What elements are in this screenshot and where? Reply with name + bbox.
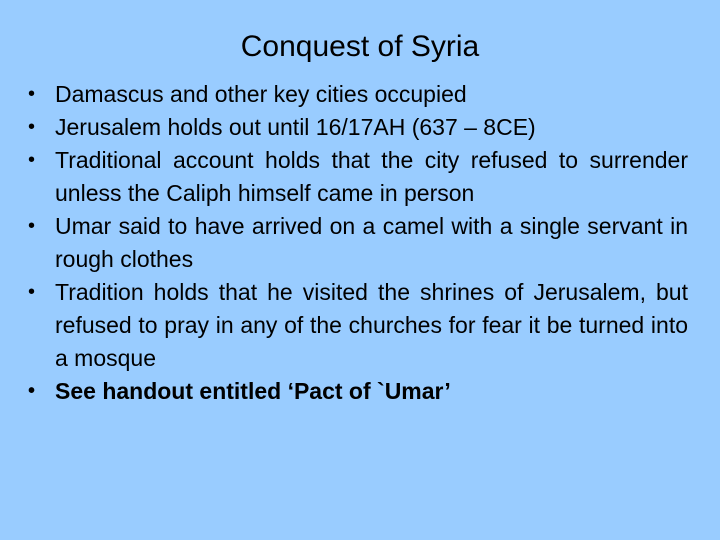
bullet-item: • Damascus and other key cities occupied: [28, 78, 688, 111]
bullet-item: • Traditional account holds that the city refused to surrender unless the Caliph himself came in person: [28, 144, 688, 210]
bullet-item-handout: • See handout entitled ‘Pact of `Umar’: [28, 375, 688, 408]
bullet-item: • Umar said to have arrived on a camel with a single servant in rough clothes: [28, 210, 688, 276]
slide-title: Conquest of Syria: [240, 30, 480, 63]
bullet-item: • Tradition holds that he visited the shrines of Jerusalem, but refused to pray in any of the churches for fear it be turned into a mosque: [28, 276, 688, 375]
bullet-item: • Jerusalem holds out until 16/17AH (637 – 8CE): [28, 111, 688, 144]
bullet-list: [28, 78, 688, 408]
